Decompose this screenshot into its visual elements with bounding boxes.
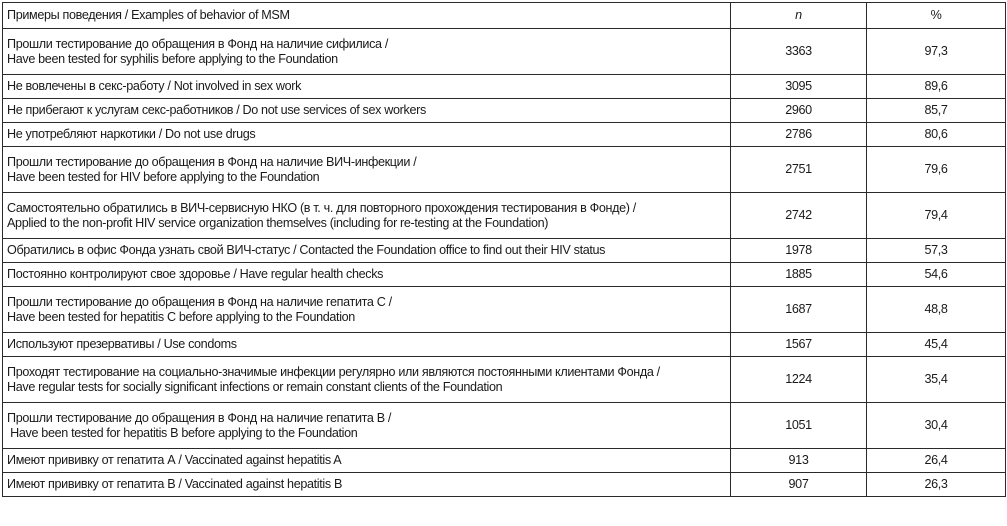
row-label-line: Have been tested for hepatitis B before applying to the Foundation <box>7 425 358 440</box>
row-n-cell: 2786 <box>731 123 867 147</box>
row-label-cell <box>3 147 731 193</box>
table-row <box>3 473 1006 497</box>
table-body <box>3 29 1006 497</box>
row-n-cell: 1978 <box>731 239 867 263</box>
table-row <box>3 193 1006 239</box>
row-percent-cell: 48,8 <box>867 287 1006 333</box>
table-row <box>3 357 1006 403</box>
row-label-line: Прошли тестирование до обращения в Фонд на наличие гепатита С / <box>7 294 392 309</box>
row-label-line: Имеют прививку от гепатита А / Vaccinated against hepatitis A <box>7 453 342 467</box>
row-label-cell <box>3 239 731 263</box>
row-label-line: Applied to the non-profit HIV service organization themselves (including for re-testing at the Foundation) <box>7 215 549 230</box>
row-percent-cell: 79,6 <box>867 147 1006 193</box>
table-row <box>3 75 1006 99</box>
row-label-cell <box>3 287 731 333</box>
row-label-cell <box>3 357 731 403</box>
row-n-cell: 913 <box>731 449 867 473</box>
row-label-line: Прошли тестирование до обращения в Фонд на наличие гепатита В / <box>7 410 392 425</box>
table-row <box>3 449 1006 473</box>
row-percent-cell: 26,3 <box>867 473 1006 497</box>
table-row <box>3 239 1006 263</box>
row-label-line: Проходят тестирование на социально-значимые инфекции регулярно или являются постоянными клиентами Фонда / <box>7 364 660 379</box>
row-percent-cell: 79,4 <box>867 193 1006 239</box>
row-percent-cell: 97,3 <box>867 29 1006 75</box>
row-label-line: Обратились в офис Фонда узнать свой ВИЧ-статус / Contacted the Foundation office to find out their HIV status <box>7 243 606 257</box>
row-label-line: Have been tested for syphilis before applying to the Foundation <box>7 51 338 66</box>
table-row <box>3 403 1006 449</box>
table-row <box>3 99 1006 123</box>
header-percent: % <box>867 3 1006 29</box>
table-row <box>3 263 1006 287</box>
row-percent-cell: 57,3 <box>867 239 1006 263</box>
table-row <box>3 333 1006 357</box>
table-row <box>3 123 1006 147</box>
row-label-cell <box>3 193 731 239</box>
table-row <box>3 29 1006 75</box>
row-label-cell <box>3 403 731 449</box>
row-label-line: Прошли тестирование до обращения в Фонд на наличие ВИЧ-инфекции / <box>7 154 417 169</box>
row-percent-cell: 85,7 <box>867 99 1006 123</box>
row-percent-cell: 54,6 <box>867 263 1006 287</box>
row-label-cell <box>3 99 731 123</box>
row-label-cell <box>3 75 731 99</box>
row-label-line: Прошли тестирование до обращения в Фонд на наличие сифилиса / <box>7 36 388 51</box>
row-label-cell <box>3 333 731 357</box>
row-label-line: Постоянно контролируют свое здоровье / Have regular health checks <box>7 267 384 281</box>
table-row <box>3 147 1006 193</box>
row-n-cell: 1687 <box>731 287 867 333</box>
row-label-line: Have regular tests for socially significant infections or remain constant clients of the Foundation <box>7 379 503 394</box>
row-percent-cell: 45,4 <box>867 333 1006 357</box>
header-label: Примеры поведения / Examples of behavior of MSM <box>3 3 731 29</box>
row-percent-cell: 30,4 <box>867 403 1006 449</box>
row-label-line: Не вовлечены в секс-работу / Not involved in sex work <box>7 79 302 93</box>
header-n: n <box>731 3 867 29</box>
row-label-line: Не употребляют наркотики / Do not use drugs <box>7 127 256 141</box>
row-n-cell: 3363 <box>731 29 867 75</box>
row-label-line: Используют презервативы / Use condoms <box>7 337 237 351</box>
row-label-line: Have been tested for hepatitis C before applying to the Foundation <box>7 309 355 324</box>
row-label-line: Не прибегают к услугам секс-работников / Do not use services of sex workers <box>7 103 426 117</box>
behavior-table <box>2 2 1006 497</box>
row-n-cell: 2742 <box>731 193 867 239</box>
row-label-cell <box>3 29 731 75</box>
row-label-line: Have been tested for HIV before applying to the Foundation <box>7 169 320 184</box>
row-n-cell: 907 <box>731 473 867 497</box>
row-n-cell: 3095 <box>731 75 867 99</box>
row-label-cell <box>3 263 731 287</box>
row-percent-cell: 80,6 <box>867 123 1006 147</box>
row-percent-cell: 26,4 <box>867 449 1006 473</box>
row-n-cell: 2960 <box>731 99 867 123</box>
row-percent-cell: 35,4 <box>867 357 1006 403</box>
row-label-cell <box>3 449 731 473</box>
table-row <box>3 287 1006 333</box>
row-label-cell <box>3 473 731 497</box>
row-label-line: Самостоятельно обратились в ВИЧ-сервисную НКО (в т. ч. для повторного прохождения тестирования в Фонде) / <box>7 200 636 215</box>
row-label-cell <box>3 123 731 147</box>
row-label-line: Имеют прививку от гепатита В / Vaccinated against hepatitis B <box>7 477 343 491</box>
row-n-cell: 1051 <box>731 403 867 449</box>
table-header-row <box>3 3 1006 29</box>
row-n-cell: 2751 <box>731 147 867 193</box>
row-n-cell: 1224 <box>731 357 867 403</box>
row-percent-cell: 89,6 <box>867 75 1006 99</box>
row-n-cell: 1567 <box>731 333 867 357</box>
row-n-cell: 1885 <box>731 263 867 287</box>
